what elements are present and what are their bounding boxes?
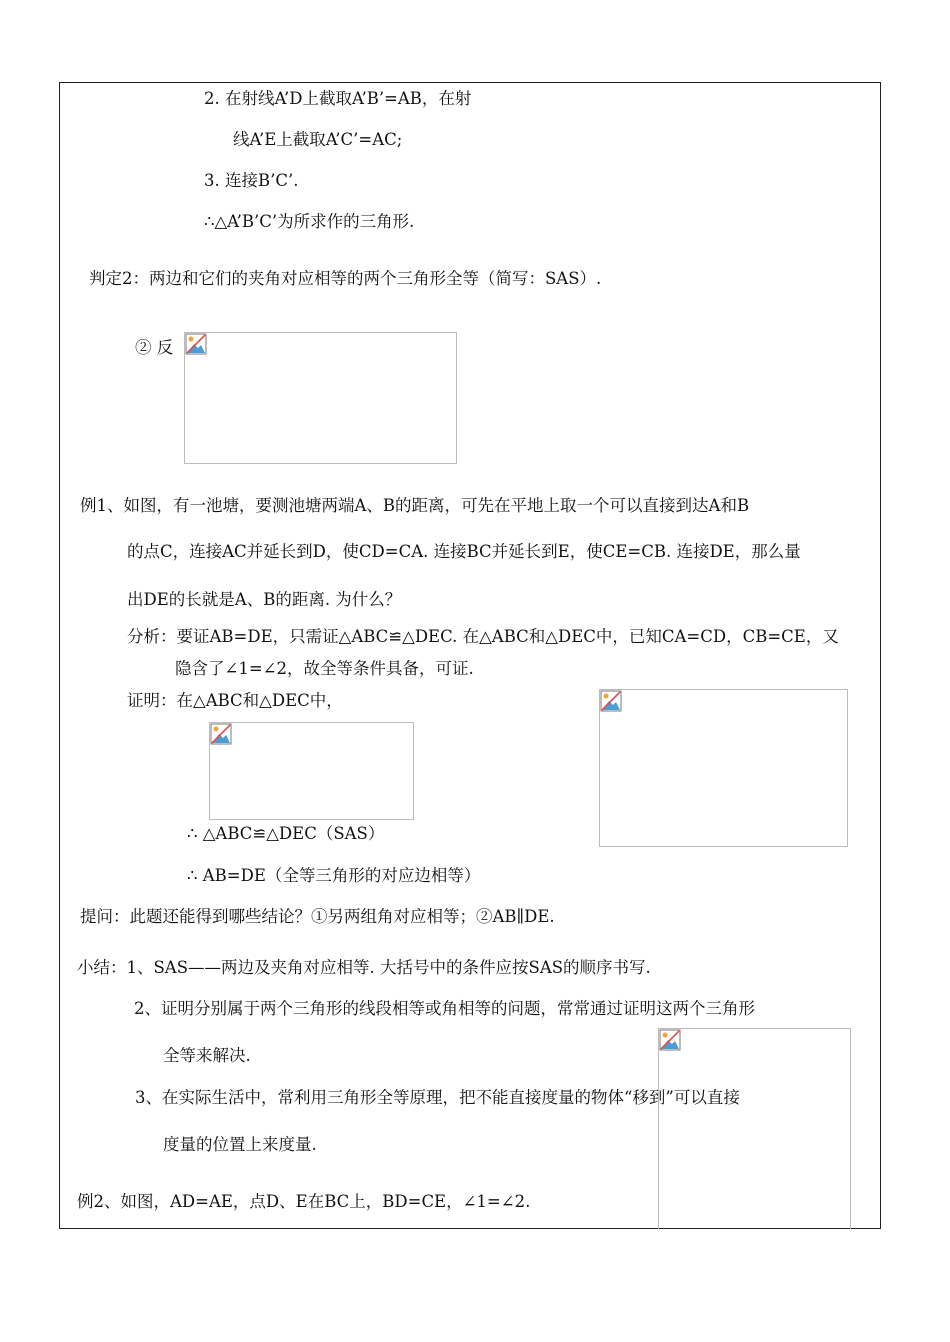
broken-image-icon [659, 1029, 681, 1051]
image-placeholder-example-2-figure [658, 1028, 851, 1229]
broken-image-icon [185, 333, 207, 355]
image-placeholder-pond-figure [599, 689, 848, 847]
example-1-line-1: 例1、如图，有一池塘，要测池塘两端A、B的距离，可先在平地上取一个可以直接到达A和B [80, 496, 750, 515]
construction-step-2-line-1: 2. 在射线A’D上截取A’B’=AB，在射 [204, 89, 472, 108]
summary-item-3-line-2: 度量的位置上来度量. [163, 1135, 317, 1154]
proof-intro: 证明：在△ABC和△DEC中， [127, 691, 343, 710]
construction-step-2-line-2: 线A’E上截取A’C’=AC; [233, 130, 403, 149]
image-placeholder-reflection [184, 332, 457, 464]
proof-therefore-1: ∴ △ABC≌△DEC（SAS） [187, 824, 385, 843]
example-1-line-3: 出DE的长就是A、B的距离. 为什么？ [127, 590, 402, 609]
example-1-line-2: 的点C，连接AC并延长到D，使CD=CA. 连接BC并延长到E，使CE=CB. 连接DE，那么量 [127, 542, 801, 561]
question-line: 提问：此题还能得到哪些结论？①另两组角对应相等；②AB∥DE. [80, 907, 555, 926]
analysis-line-2: 隐含了∠1=∠2，故全等条件具备，可证. [175, 659, 474, 678]
analysis-line-1: 分析：要证AB=DE，只需证△ABC≌△DEC. 在△ABC和△DEC中，已知CA=CD，CB=CE，又 [127, 627, 839, 646]
proof-therefore-2: ∴ AB=DE（全等三角形的对应边相等） [187, 866, 481, 885]
image-placeholder-proof-conditions [209, 722, 414, 820]
summary-item-2-line-1: 2、证明分别属于两个三角形的线段相等或角相等的问题，常常通过证明这两个三角形 [134, 999, 755, 1018]
broken-image-icon [210, 723, 232, 745]
theorem-sas: 判定2：两边和它们的夹角对应相等的两个三角形全等（简写：SAS）. [89, 269, 602, 288]
broken-image-icon [600, 690, 622, 712]
construction-step-3: 3. 连接B’C’. [204, 171, 299, 190]
reflection-label: ② 反 [135, 338, 174, 357]
summary-item-2-line-2: 全等来解决. [163, 1046, 251, 1065]
construction-conclusion: ∴△A’B’C’为所求作的三角形. [204, 212, 415, 231]
summary-item-1: 小结：1、SAS——两边及夹角对应相等. 大括号中的条件应按SAS的顺序书写. [77, 958, 651, 977]
example-2-statement: 例2、如图，AD=AE，点D、E在BC上，BD=CE，∠1=∠2. [77, 1192, 531, 1211]
summary-item-3-line-1: 3、在实际生活中，常利用三角形全等原理，把不能直接度量的物体“移到”可以直接 [135, 1088, 740, 1107]
